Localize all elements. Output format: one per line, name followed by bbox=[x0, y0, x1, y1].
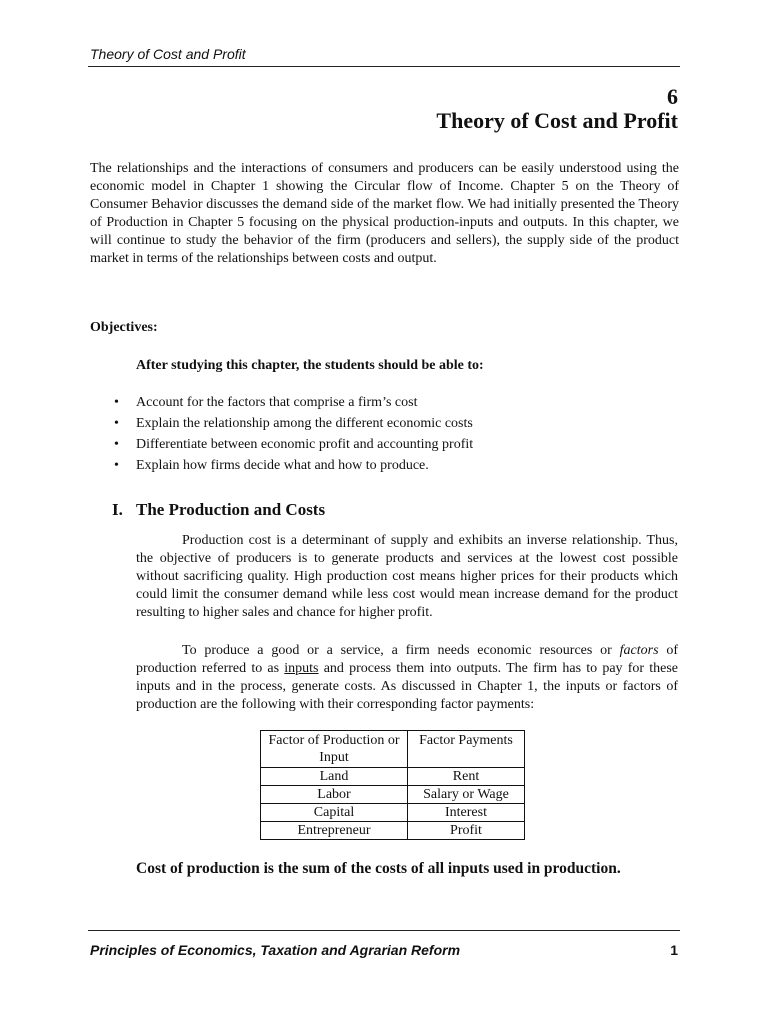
objective-item bbox=[114, 434, 473, 455]
objective-text: Differentiate between economic profit and accounting profit bbox=[136, 437, 474, 452]
objective-text: Account for the factors that comprise a firm’s cost bbox=[136, 395, 418, 410]
table-row bbox=[261, 804, 525, 822]
table-cell: Land bbox=[261, 768, 408, 786]
table-cell: Interest bbox=[408, 804, 525, 822]
table-row bbox=[261, 768, 525, 786]
factors-paragraph-part1: To produce a good or a service, a firm needs economic resources or bbox=[182, 643, 620, 658]
objective-item bbox=[114, 455, 473, 476]
footer-rule bbox=[88, 930, 680, 931]
objectives-label: Objectives: bbox=[90, 320, 158, 335]
table-header-cell: Factor Payments bbox=[408, 731, 525, 768]
factors-paragraph-part3: and process them into outputs. The firm has to pay for these inputs and in the process, generate costs. As discussed in Chapter 1, the inputs or factors of production are the following with their corresponding factor payments: bbox=[136, 661, 679, 712]
bullet-icon: • bbox=[114, 395, 119, 410]
objective-text: Explain the relationship among the different economic costs bbox=[136, 416, 473, 431]
chapter-number: 6 bbox=[667, 84, 678, 109]
header-rule bbox=[88, 66, 680, 67]
table-header-row bbox=[261, 731, 525, 768]
running-header: Theory of Cost and Profit bbox=[90, 46, 246, 62]
table-cell: Capital bbox=[261, 804, 408, 822]
objectives-list bbox=[114, 392, 473, 476]
table-row bbox=[261, 822, 525, 840]
bullet-icon: • bbox=[114, 437, 119, 452]
chapter-title: Theory of Cost and Profit bbox=[436, 108, 678, 133]
page-number: 1 bbox=[670, 942, 678, 958]
objective-item bbox=[114, 392, 473, 413]
objective-item bbox=[114, 413, 473, 434]
objectives-lead: After studying this chapter, the students should be able to: bbox=[136, 358, 484, 373]
footer-title: Principles of Economics, Taxation and Agrarian Reform bbox=[90, 942, 461, 958]
summary-statement: Cost of production is the sum of the costs of all inputs used in production. bbox=[136, 860, 621, 877]
table-cell: Profit bbox=[408, 822, 525, 840]
inputs-term: inputs bbox=[284, 661, 319, 676]
production-cost-paragraph: Production cost is a determinant of supply and exhibits an inverse relationship. Thus, the objective of producers is to generate products and services at the lowest cost possible without sacrificing quality. High production cost means higher prices for their products which could limit the consumer demand while less cost would mean increase demand for the product resulting to higher sales and chance for higher profit. bbox=[136, 533, 678, 620]
section-title: The Production and Costs bbox=[136, 500, 326, 519]
table-cell: Labor bbox=[261, 786, 408, 804]
factors-term: factors bbox=[619, 643, 659, 658]
table-cell: Rent bbox=[408, 768, 525, 786]
table-row bbox=[261, 786, 525, 804]
intro-paragraph: The relationships and the interactions of consumers and producers can be easily understood using the economic model in Chapter 1 showing the Circular flow of Income. Chapter 5 on the Theory of Consumer Behavior discusses the demand side of the market flow. We had initially presented the Theory of Production in Chapter 5 focusing on the physical production-inputs and outputs. In this chapter, we will continue to study the behavior of the firm (producers and sellers), the supply side of the product market in terms of the relationships between costs and output. bbox=[90, 161, 679, 266]
factor-payments-table bbox=[260, 730, 525, 840]
section-numeral: I. bbox=[112, 500, 123, 519]
factors-paragraph-part2: of production referred to as bbox=[136, 643, 678, 676]
bullet-icon: • bbox=[114, 416, 119, 431]
section-heading bbox=[112, 500, 325, 520]
bullet-icon: • bbox=[114, 458, 119, 473]
table-header-cell: Factor of Production or Input bbox=[261, 731, 408, 768]
objective-text: Explain how firms decide what and how to produce. bbox=[136, 458, 429, 473]
table-cell: Entrepreneur bbox=[261, 822, 408, 840]
factors-paragraph bbox=[136, 642, 678, 714]
table-cell: Salary or Wage bbox=[408, 786, 525, 804]
